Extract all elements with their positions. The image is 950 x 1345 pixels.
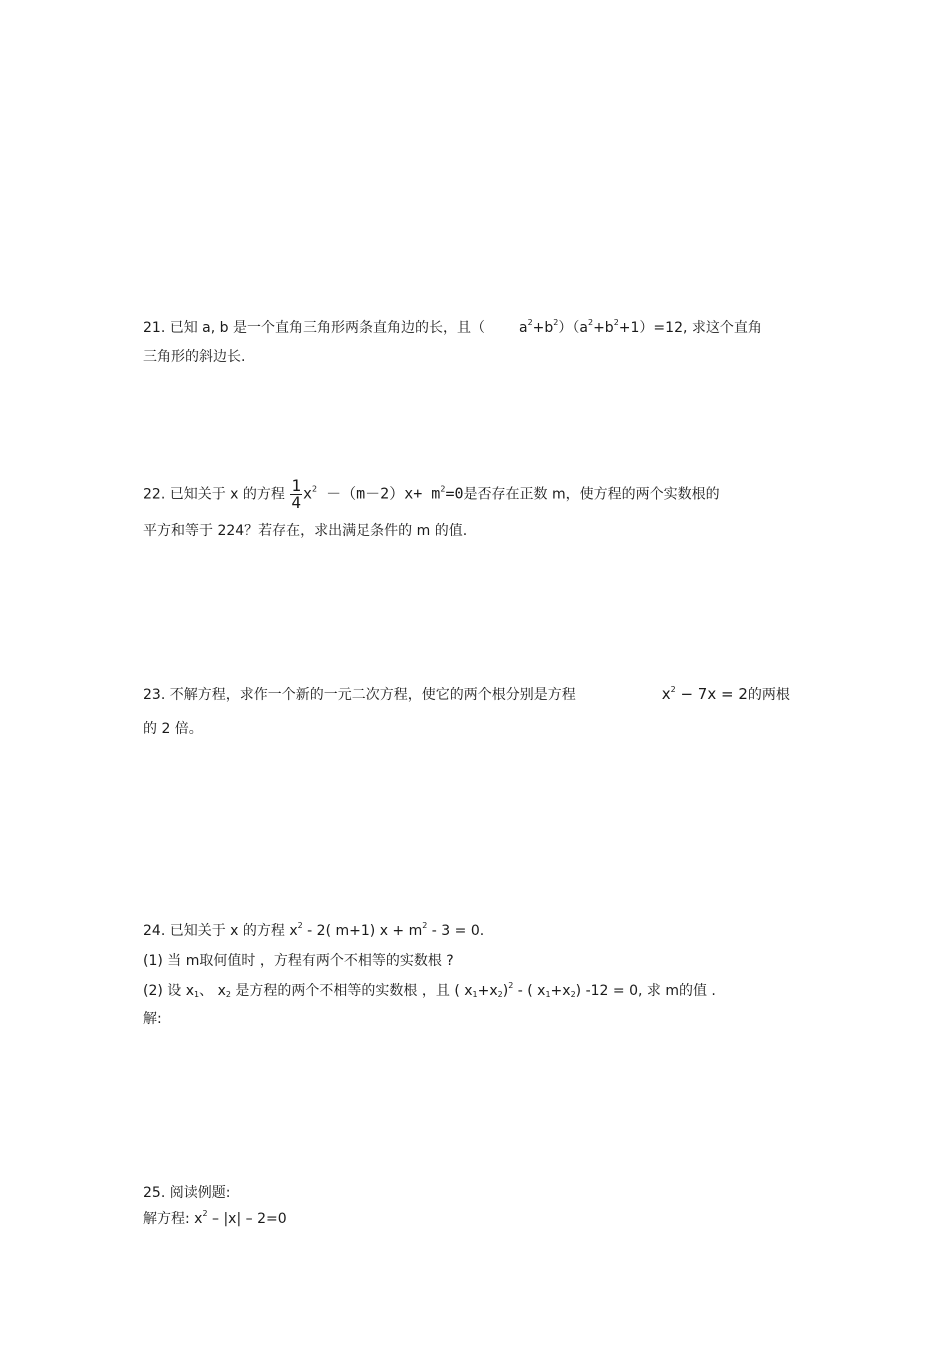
exponent: 2 [508,981,514,990]
text: 是方程的两个不相等的实数根 ，且 ( x [230,983,473,999]
term: +b [532,320,554,336]
fraction-denominator: 4 [291,493,301,512]
var-x: x [661,685,671,703]
subscript: 2 [225,990,231,999]
subscript: 1 [194,990,200,999]
question-21-line2: 三角形的斜边长. [143,349,246,365]
question-23-suffix: 的两根 [747,687,790,703]
subscript: 2 [570,990,576,999]
text: +x [477,983,498,999]
term: +b [593,320,614,336]
text: ) [502,983,509,999]
equation: − 7x = 2 [675,685,748,703]
exponent: 2 [422,921,428,930]
subscript: 2 [497,990,503,999]
exponent: 2 [670,685,676,694]
var-x: x [303,484,313,503]
question-24 [143,920,484,940]
text: - ( x [513,983,546,999]
exponent: 2 [587,318,594,327]
question-24-part-1: (1) 当 m取何值时 ，方程有两个不相等的实数根 ? [143,953,454,969]
question-22-line2: 平方和等于 224？若存在，求出满足条件的 m 的值. [143,523,468,539]
question-23-text: 23. 不解方程，求作一个新的一元二次方程，使它的两个根分别是方程 [143,687,576,703]
equation-end: – |x| – 2=0 [207,1211,287,1227]
question-22-suffix: 是否存在正数 m，使方程的两个实数根的 [463,486,720,503]
subscript: 1 [472,990,478,999]
equation-end: =0 [445,484,464,503]
question-25-title: 25. 阅读例题: [143,1185,231,1201]
exponent: 2 [312,484,318,494]
exponent: 2 [202,1209,208,1218]
fraction [290,478,302,511]
question-21-text: 21. 已知 a, b 是一个直角三角形两条直角边的长，且（ [143,320,485,336]
question-23 [143,684,808,705]
equation-end: - 3 = 0. [427,923,485,939]
text: ) -12 = 0, 求 m的值 . [575,983,716,999]
question-22-text: 22. 已知关于 x 的方程 [143,486,285,503]
text: +x [550,983,571,999]
text: 解方程: x [143,1211,203,1227]
fraction-numerator: 1 [291,476,301,495]
var-a: a [518,320,528,336]
question-23-line2: 的 2 倍。 [143,721,203,737]
equation-middle: - 2( m+1) x + m [302,923,423,939]
question-21 [143,318,808,338]
text: (2) 设 x [143,983,195,999]
question-24-text: 24. 已知关于 x 的方程 x [143,923,298,939]
question-24-part-2 [143,980,716,1000]
term: ）（a [558,320,588,336]
question-22 [143,478,808,511]
subscript: 1 [545,990,551,999]
exponent: 2 [297,921,303,930]
exponent: 2 [440,484,446,494]
exponent: 2 [613,318,619,327]
answer-label: 解: [143,1011,162,1027]
question-25-equation [143,1208,287,1228]
term: +1）=12, 求这个直角 [618,320,762,336]
exponent: 2 [553,318,559,327]
exponent: 2 [527,318,533,327]
equation-middle: －（m－2）x+ m [317,484,441,503]
text: 、 x [199,983,226,999]
